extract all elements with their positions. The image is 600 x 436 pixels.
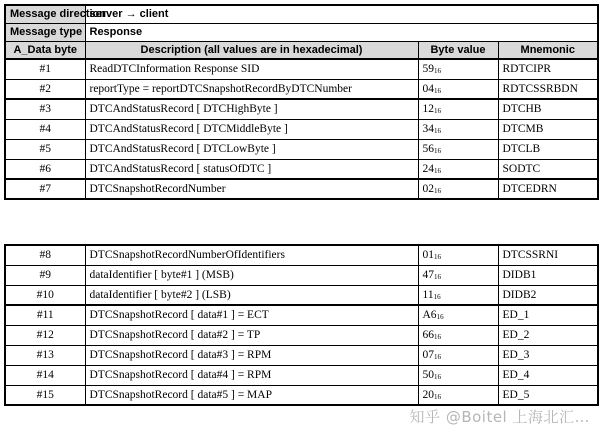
byte-cell: #2 — [5, 79, 85, 99]
mnemonic-cell: DTCMB — [498, 119, 598, 139]
hex-subscript: 16 — [436, 313, 444, 322]
hex-subscript: 16 — [434, 67, 441, 76]
value-cell — [418, 245, 498, 265]
hex-subscript: 16 — [434, 333, 441, 341]
value-cell — [418, 79, 498, 99]
hex-subscript: 16 — [434, 353, 441, 361]
byte-cell: #15 — [5, 385, 85, 405]
byte-value: 66 — [422, 329, 434, 341]
description-cell: DTCSnapshotRecord [ data#1 ] = ECT — [85, 305, 418, 325]
value-cell — [418, 345, 498, 365]
response-table-bottom — [4, 244, 599, 406]
response-table-top — [4, 4, 599, 200]
byte-value: 24 — [422, 162, 434, 175]
value-cell — [418, 305, 498, 325]
hex-subscript: 16 — [433, 292, 441, 301]
description-cell: dataIdentifier [ byte#1 ] (MSB) — [85, 265, 418, 285]
byte-value: 04 — [422, 82, 434, 95]
table-row — [5, 245, 598, 265]
description-cell: ReadDTCInformation Response SID — [85, 59, 418, 79]
description-cell: DTCAndStatusRecord [ DTCLowByte ] — [85, 139, 418, 159]
message-type-row — [5, 23, 598, 41]
mnemonic-cell: DIDB2 — [498, 285, 598, 305]
byte-cell: #7 — [5, 179, 85, 199]
byte-cell: #14 — [5, 365, 85, 385]
hex-subscript: 16 — [434, 107, 441, 116]
value-cell — [418, 59, 498, 79]
mnemonic-cell: DTCEDRN — [498, 179, 598, 199]
byte-value: 47 — [422, 269, 434, 281]
table-row — [5, 119, 598, 139]
byte-value: A6 — [422, 309, 437, 322]
mnemonic-cell: DTCLB — [498, 139, 598, 159]
table-row — [5, 139, 598, 159]
byte-value: 07 — [422, 349, 434, 361]
byte-value: 56 — [422, 143, 434, 155]
col-header-description: Description (all values are in hexadecimal) — [85, 41, 418, 59]
column-header-row — [5, 41, 598, 59]
table-row — [5, 365, 598, 385]
col-header-byte: A_Data byte — [5, 41, 85, 59]
byte-cell: #3 — [5, 99, 85, 119]
description-cell: DTCSnapshotRecord [ data#4 ] = RPM — [85, 365, 418, 385]
byte-cell: #4 — [5, 119, 85, 139]
byte-cell: #11 — [5, 305, 85, 325]
description-cell: DTCSnapshotRecordNumberOfIdentifiers — [85, 245, 418, 265]
value-cell — [418, 119, 498, 139]
direction-value: server → client — [85, 5, 598, 23]
mnemonic-cell: RDTCSSRBDN — [498, 79, 598, 99]
mnemonic-cell: ED_5 — [498, 385, 598, 405]
hex-subscript: 16 — [434, 273, 441, 281]
byte-value: 02 — [422, 183, 434, 195]
byte-value: 11 — [422, 288, 434, 301]
direction-row — [5, 5, 598, 23]
hex-subscript: 16 — [434, 166, 441, 175]
byte-value: 59 — [422, 63, 434, 76]
byte-cell: #9 — [5, 265, 85, 285]
value-cell — [418, 265, 498, 285]
col-header-value: Byte value — [418, 41, 498, 59]
table-row — [5, 99, 598, 119]
mnemonic-cell: ED_2 — [498, 325, 598, 345]
byte-value: 20 — [422, 388, 434, 401]
description-cell: reportType = reportDTCSnapshotRecordByDTCNumber — [85, 79, 418, 99]
bottom-rows — [5, 245, 598, 405]
mnemonic-cell: RDTCIPR — [498, 59, 598, 79]
mnemonic-cell: ED_1 — [498, 305, 598, 325]
value-cell — [418, 179, 498, 199]
byte-value: 50 — [422, 369, 434, 381]
byte-cell: #12 — [5, 325, 85, 345]
value-cell — [418, 139, 498, 159]
table-row — [5, 385, 598, 405]
table-row — [5, 305, 598, 325]
col-header-mnemonic: Mnemonic — [498, 41, 598, 59]
table-row — [5, 79, 598, 99]
table-row — [5, 59, 598, 79]
value-cell — [418, 385, 498, 405]
type-label: Message type — [5, 23, 85, 41]
mnemonic-cell: DTCHB — [498, 99, 598, 119]
table-row — [5, 159, 598, 179]
hex-subscript: 16 — [434, 392, 441, 401]
mnemonic-cell: DIDB1 — [498, 265, 598, 285]
description-cell: DTCSnapshotRecord [ data#2 ] = TP — [85, 325, 418, 345]
description-cell: DTCAndStatusRecord [ DTCHighByte ] — [85, 99, 418, 119]
description-cell: DTCAndStatusRecord [ statusOfDTC ] — [85, 159, 418, 179]
table-row — [5, 325, 598, 345]
byte-cell: #5 — [5, 139, 85, 159]
value-cell — [418, 325, 498, 345]
byte-cell: #8 — [5, 245, 85, 265]
watermark: 知乎 @Boitel 上海北汇… — [409, 408, 590, 426]
top-rows — [5, 59, 598, 199]
hex-subscript: 16 — [434, 187, 441, 195]
mnemonic-cell: ED_3 — [498, 345, 598, 365]
byte-value: 01 — [422, 249, 434, 262]
type-value: Response — [85, 23, 598, 41]
byte-cell: #10 — [5, 285, 85, 305]
hex-subscript: 16 — [434, 373, 441, 381]
value-cell — [418, 365, 498, 385]
mnemonic-cell: DTCSSRNI — [498, 245, 598, 265]
byte-cell: #6 — [5, 159, 85, 179]
description-cell: dataIdentifier [ byte#2 ] (LSB) — [85, 285, 418, 305]
hex-subscript: 16 — [434, 127, 441, 135]
table-row — [5, 179, 598, 199]
byte-value: 34 — [422, 123, 434, 135]
table-row — [5, 285, 598, 305]
value-cell — [418, 99, 498, 119]
byte-cell: #1 — [5, 59, 85, 79]
value-cell — [418, 159, 498, 179]
byte-cell: #13 — [5, 345, 85, 365]
direction-label: Message direction — [5, 5, 85, 23]
table-row — [5, 345, 598, 365]
hex-subscript: 16 — [434, 86, 441, 95]
value-cell — [418, 285, 498, 305]
hex-subscript: 16 — [434, 253, 441, 262]
byte-value: 12 — [422, 103, 434, 116]
description-cell: DTCSnapshotRecord [ data#3 ] = RPM — [85, 345, 418, 365]
mnemonic-cell: ED_4 — [498, 365, 598, 385]
mnemonic-cell: SODTC — [498, 159, 598, 179]
description-cell: DTCSnapshotRecord [ data#5 ] = MAP — [85, 385, 418, 405]
description-cell: DTCAndStatusRecord [ DTCMiddleByte ] — [85, 119, 418, 139]
table-row — [5, 265, 598, 285]
hex-subscript: 16 — [434, 147, 441, 155]
description-cell: DTCSnapshotRecordNumber — [85, 179, 418, 199]
